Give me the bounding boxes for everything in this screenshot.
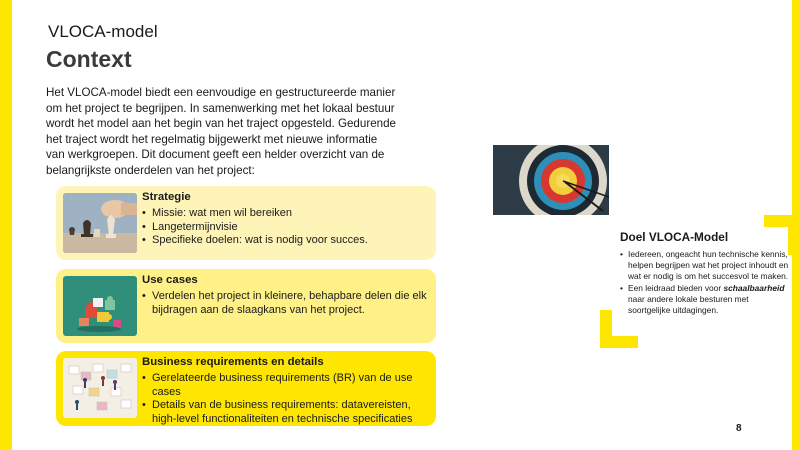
goal-text: Een leidraad bieden voor (628, 283, 724, 293)
list-item: • Langetermijnvisie (142, 221, 432, 235)
slide-section-label: VLOCA-model (48, 22, 158, 41)
chess-pieces-photo (63, 193, 137, 253)
list-item (620, 283, 790, 316)
card-title: Strategie (142, 191, 191, 203)
card-title: Use cases (142, 274, 198, 286)
goal-text: naar andere lokale besturen met soortgelijke uitdagingen. (628, 294, 749, 315)
list-item: • Iedereen, ongeacht hun technische kennis, helpen begrijpen wat het project inhoudt en wat er nodig is om het succesvol te maken. (620, 249, 790, 282)
card-bullet-list (142, 207, 432, 248)
card-bullet-list (142, 372, 432, 426)
goal-box (612, 227, 788, 336)
card-business-requirements (56, 351, 436, 426)
card-title: Business requirements en details (142, 356, 324, 368)
archery-target-photo (493, 145, 609, 215)
left-accent-bar (0, 0, 12, 450)
list-item: • Gerelateerde business requirements (BR) van de use cases (142, 372, 432, 399)
list-item: • Details van de business requirements: datavereisten, high-level functionaliteiten en technische specificaties (142, 399, 432, 426)
page-number: 8 (736, 423, 742, 434)
list-item: • Specifieke doelen: wat is nodig voor succes. (142, 234, 432, 248)
card-strategie (56, 186, 436, 260)
people-on-puzzle-illustration (63, 358, 137, 418)
card-use-cases (56, 269, 436, 343)
list-item: • Verdelen het project in kleinere, behapbare delen die elk bijdragen aan de slaagkans van het project. (142, 290, 432, 317)
list-item: • Missie: wat men wil bereiken (142, 207, 432, 221)
intro-paragraph: Het VLOCA-model biedt een eenvoudige en gestructureerde manier om het project te begrijpen. In samenwerking met het lokaal bestuur wordt het model aan het begin van het traject opgesteld. Gedurende het traject wordt het regelmatig bijgewerkt met nieuwe informatie van werkgroepen. Dit document geeft een helder overzicht van de belangrijkste onderdelen van het project: (46, 86, 396, 177)
corner-bracket-bottom-left (600, 310, 612, 348)
goal-emphasis: schaalbaarheid (723, 283, 785, 293)
goal-title: Doel VLOCA-Model (620, 230, 729, 244)
goal-bullet-list (620, 249, 790, 317)
card-bullet-list (142, 290, 432, 317)
slide-title: Context (46, 46, 132, 72)
puzzle-pieces-illustration (63, 276, 137, 336)
